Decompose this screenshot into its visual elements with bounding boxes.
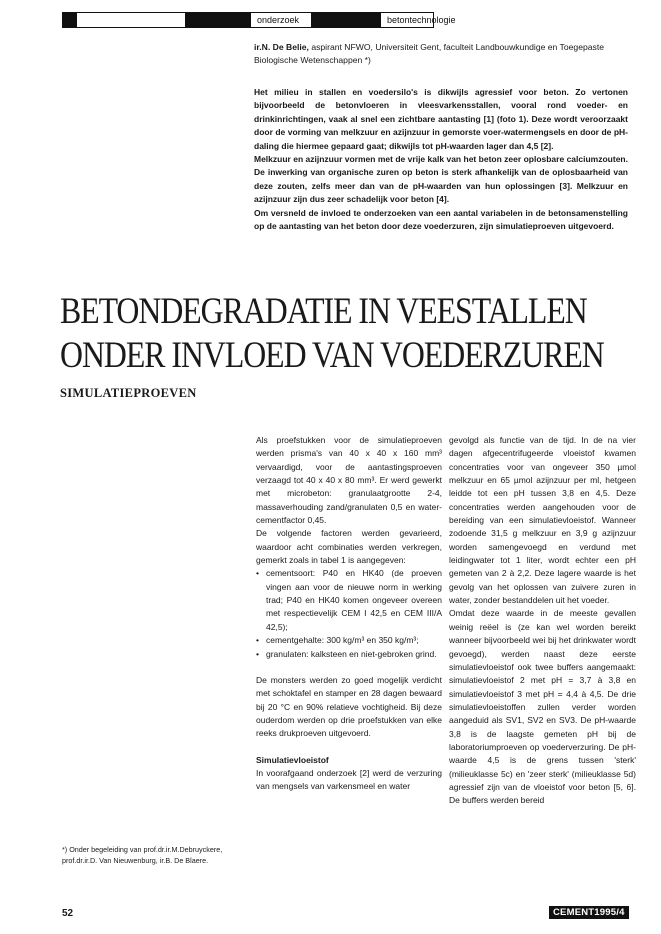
abstract-paragraph-3: Om versneld de invloed te onderzoeken van een aantal variabelen in de betonsamenstelling op de aantasting van het beton door deze voederzuren, zijn simulatieproeven uitgevoerd.	[254, 207, 628, 232]
header-block-right	[311, 13, 381, 27]
title-line-1: BETONDEGRADATIE IN VEESTALLEN	[60, 291, 587, 332]
header-block-mid	[185, 13, 251, 27]
footnote: *) Onder begeleiding van prof.dr.ir.M.Debruyckere, prof.dr.ir.D. Van Nieuwenburg, ir.B. De Blaere.	[62, 845, 223, 865]
col2-paragraph-1: gevolgd als functie van de tijd. In de na vier dagen afgecentrifugeerde vloeistof kwamen concentraties voor van ongeveer 350 µmol melkzuur en 65 µmol azijnzuur per ml, hetgeen leidde tot een pH tussen 3,8 en 4,5. Deze concentraties werden aangehouden voor de bereiding van een simulatievloeistof. Wanneer zodoende 31,5 g melkzuur en 3,9 g azijnzuur worden samengevoegd en verdund met leidingwater tot 1 liter, wordt echter een pH gemeten van 2 à 2,2. Deze lagere waarde is het gevolg van het oplossen van zuivere zuren in water, zonder bestanddelen uit het voeder.	[449, 435, 636, 606]
journal-issue-label: CEMENT1995/4	[549, 906, 629, 919]
factor-item-cement-type: • cementsoort: P40 en HK40 (de proeven vingen aan voor de nieuwe norm in werking trad; P40 en HK40 komen ongeveer overeen met respectievelijk CEM I 42,5 en CEM III/A 42,5);	[256, 567, 442, 634]
abstract-paragraph-2: Melkzuur en azijnzuur vormen met de vrije kalk van het beton zeer oplosbare calciumzouten. De inwerking van organische zuren op beton is sterk afhankelijk van de oplosbaarheid van deze zouten, zelfs meer dan van de pH-waarden van hun oplossingen [3]. Melkzuur en azijnzuur zijn dus zeer schadelijk voor beton [4].	[254, 154, 628, 205]
title-line-2: ONDER INVLOED VAN VOEDERZUREN	[60, 335, 604, 376]
page-number: 52	[62, 908, 74, 919]
header-bar	[62, 12, 456, 28]
section-heading-simulatievloeistof: Simulatievloeistof	[256, 754, 329, 765]
author-affiliation: aspirant NFWO, Universiteit Gent, faculteit Landbouwkundige en Toegepaste Biologische Wetenschappen *)	[254, 42, 604, 65]
abstract	[254, 86, 628, 233]
col1-paragraph-3: De monsters werden zo goed mogelijk verdicht met schoktafel en stamper en 28 dagen bewaard bij 20 °C en 90% relatieve vochtigheid. Bij deze ouderdom werden op drie proefstukken van elke reeks drukproeven uitgevoerd.	[256, 674, 442, 739]
header-block-left	[63, 13, 77, 27]
header-topic-label: betontechnologie	[387, 15, 456, 25]
col1-paragraph-2: De volgende factoren werden gevarieerd, waardoor acht combinaties werden verkregen, gemerkt zoals in tabel 1 is aangegeven:	[256, 528, 442, 566]
body-column-2	[449, 434, 636, 808]
author-block	[254, 41, 626, 67]
factor-list	[256, 567, 442, 660]
article-title	[60, 290, 604, 378]
col1-paragraph-1: Als proefstukken voor de simulatieproeven werden prisma's van 40 x 40 x 160 mm³ vervaardigd, voor de aantastingsproeven verzaagd tot 40 x 40 x 80 mm³. Er werd gewerkt met microbeton: granulaatgrootte 2-4, massaverhouding zand/granulaten 0,5 en water-cementfactor 0,45.	[256, 435, 442, 526]
factor-item-cement-content: • cementgehalte: 300 kg/m³ en 350 kg/m³;	[256, 634, 442, 647]
author-name: ir.N. De Belie,	[254, 42, 309, 52]
col2-paragraph-2: Omdat deze waarde in de meeste gevallen weinig reëel is (ze kan wel worden bereikt wanneer bijvoorbeeld wei bij het drinkwater wordt gevoegd), werden naast deze eerste simulatievloeistof ook twee buffers aangemaakt: simulatievloeistof 2 met pH = 3,7 à 3,8 en simulatievloeistof 3 met pH = 4,4 à 4,5. De drie simulatievloeistoffen zullen verder worden aangeduid als SV1, SV2 en SV3. De pH-waarde 3,8 is de laagste gemeten pH bij de laboratoriumproeven op voederverzuring. De pH-waarde 4,5 is de grens tussen 'sterk' (milieuklasse 5c) en 'zeer sterk' (milieuklasse 5d) agressief zijn van de vloeistof voor beton [5, 6]. De buffers werden bereid	[449, 608, 636, 806]
abstract-paragraph-1: Het milieu in stallen en voedersilo's is dikwijls agressief voor beton. Zo vertonen bijvoorbeeld de betonvloeren in vleesvarkensstallen, vooral rond voeder- en drinkinrichtingen, vaak al snel een zichtbare aantasting [1] (foto 1). Deze wordt veroorzaakt door de vorming van melkzuur en azijnzuur in gemorste voer-watermengsels en door de pH-daling die hiermee gepaard gaat; dikwijls tot pH-waarden lager dan 4,5 [2].	[254, 87, 628, 151]
col1-paragraph-4: In voorafgaand onderzoek [2] werd de verzuring van mengsels van varkensmeel en water	[256, 767, 442, 792]
body-column-1	[256, 434, 442, 794]
factor-item-aggregates: • granulaten: kalksteen en niet-gebroken grind.	[256, 648, 442, 661]
header-section-label: onderzoek	[257, 15, 300, 25]
article-subtitle: SIMULATIEPROEVEN	[60, 386, 197, 400]
